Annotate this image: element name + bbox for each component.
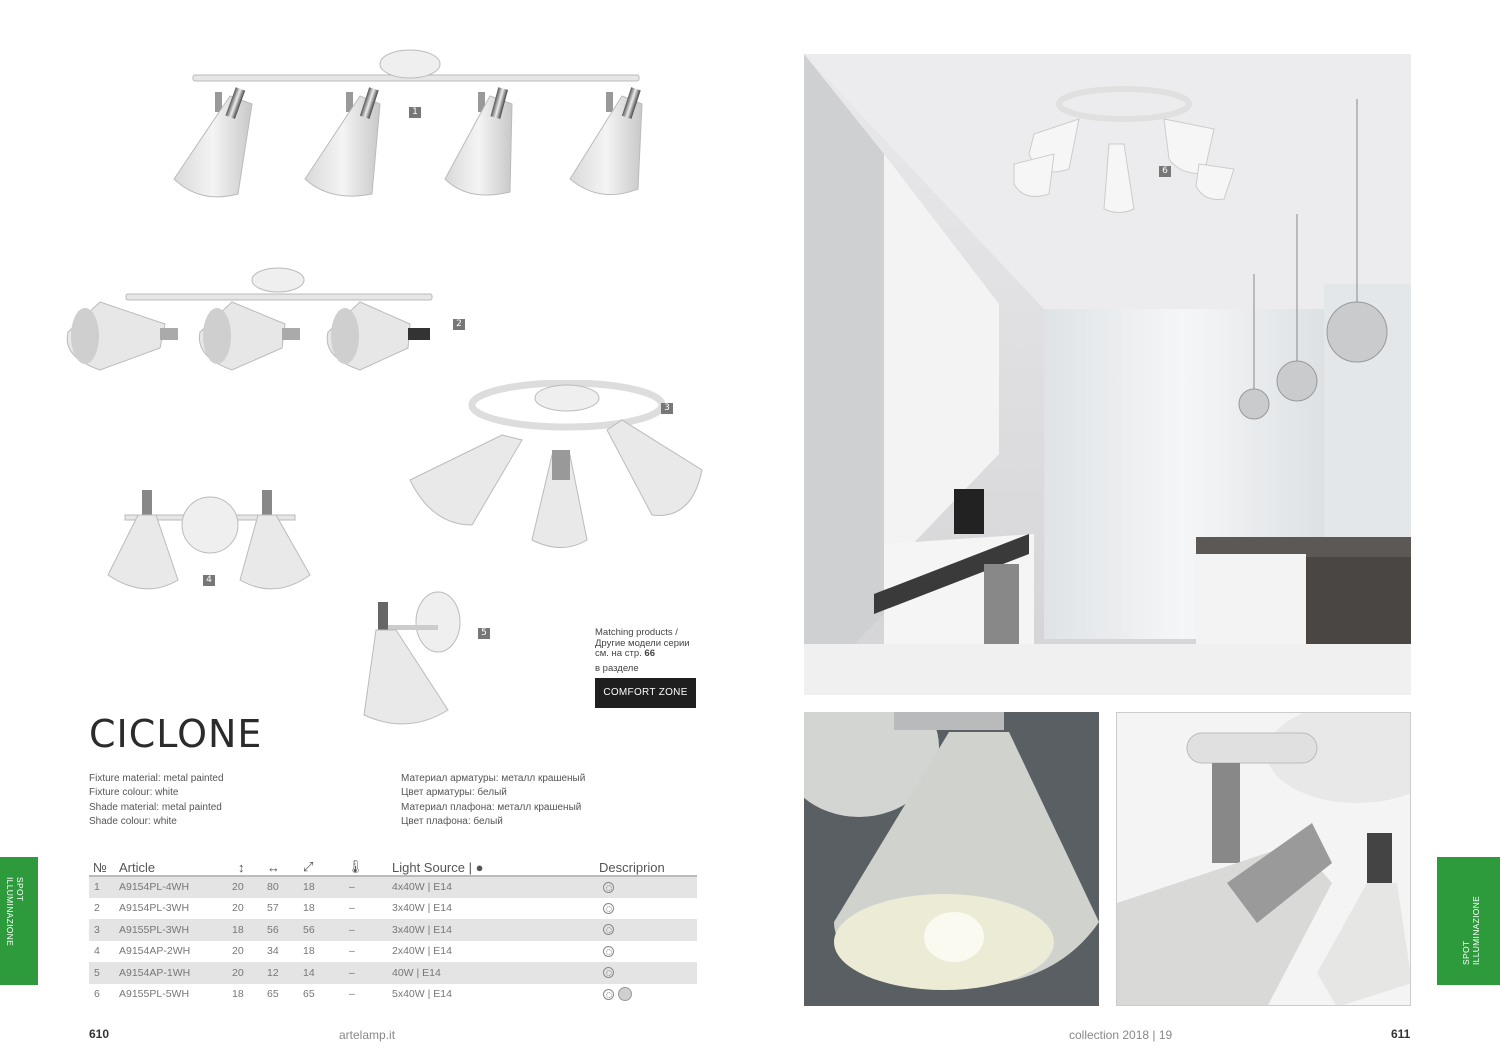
matching-line2: Другие модели серии (595, 637, 690, 649)
cell-width: 57 (267, 902, 279, 915)
matching-line4: в разделе (595, 662, 639, 674)
cell-temp: – (349, 902, 355, 915)
cell-article: A9155PL-3WH (119, 919, 232, 941)
thermometer-icon: 🌡︎ (347, 859, 364, 874)
cell-description (599, 941, 697, 963)
cell-depth: 18 (303, 902, 315, 915)
cell-temp: – (339, 962, 392, 984)
product-table (89, 856, 697, 1005)
cell-height: 20 (232, 962, 267, 984)
cell-no: 6 (94, 988, 100, 1001)
side-tab-right-line1: SPOT (1461, 940, 1471, 965)
side-tab-right-line2: ILLUMINAZIONE (1471, 895, 1481, 965)
cell-temp: – (339, 919, 392, 941)
cell-temp: – (349, 988, 355, 1001)
cell-light-source: 3x40W | E14 (392, 919, 599, 941)
specs-english (89, 772, 224, 829)
header-no: № (93, 860, 107, 875)
collection-title: CICLONE (89, 712, 263, 756)
mount-closeup-photo (1116, 712, 1411, 1006)
cell-no: 2 (94, 902, 100, 915)
cell-depth: 18 (303, 876, 339, 898)
ceiling-mount-icon (603, 989, 614, 1000)
cell-no: 5 (89, 962, 119, 984)
matching-page-number: 66 (644, 648, 655, 659)
cell-description (599, 876, 697, 898)
spec-ru-1: Материал арматуры: металл крашеный (401, 773, 586, 784)
table-row (89, 876, 697, 898)
table-header-row (89, 856, 697, 876)
cell-height: 20 (232, 876, 267, 898)
height-arrow-icon: ↕ (238, 860, 245, 875)
comfort-zone-button[interactable]: COMFORT ZONE (595, 678, 696, 708)
matching-products-note (595, 628, 715, 674)
side-tab-right (1437, 857, 1500, 985)
cell-article: A9154AP-2WH (119, 945, 191, 958)
matching-line3 (595, 649, 715, 660)
product-5-image (358, 590, 468, 730)
spec-ru-4: Цвет плафона: белый (401, 815, 503, 827)
table-row (89, 898, 697, 920)
table-row (89, 962, 697, 984)
footer-collection: collection 2018 | 19 (1069, 1028, 1173, 1042)
left-page-number: 610 (89, 1027, 110, 1041)
ceiling-mount-icon (603, 903, 614, 914)
cell-description (599, 984, 697, 1006)
cell-light-source: 4x40W | E14 (392, 876, 599, 898)
cell-width: 65 (267, 988, 279, 1001)
side-tab-left (0, 857, 38, 985)
ceiling-mount-icon (603, 924, 614, 935)
cell-no: 4 (94, 945, 100, 958)
cell-height: 20 (232, 945, 244, 958)
product-number-3: 3 (661, 403, 673, 414)
product-number-1: 1 (409, 107, 421, 118)
table-row (89, 919, 697, 941)
dimmable-icon (618, 987, 632, 1001)
wall-mount-icon (603, 946, 614, 957)
product-1-image (160, 44, 650, 204)
cell-height: 18 (232, 988, 244, 1001)
cell-light-source: 3x40W | E14 (392, 902, 452, 915)
cell-depth: 18 (303, 945, 315, 958)
shade-closeup-photo (804, 712, 1099, 1006)
table-row (89, 941, 697, 963)
cell-light-source: 40W | E14 (392, 962, 599, 984)
cell-depth: 14 (303, 962, 339, 984)
spec-en-1: Fixture material: metal painted (89, 773, 224, 784)
cell-light-source: 5x40W | E14 (392, 988, 452, 1001)
cell-no: 3 (89, 919, 119, 941)
cell-article: A9154PL-3WH (119, 902, 190, 915)
cell-height: 20 (232, 902, 244, 915)
cell-article: A9154PL-4WH (119, 876, 232, 898)
product-2-image (60, 262, 440, 377)
product-number-4: 4 (203, 575, 215, 586)
kitchen-photo (804, 54, 1411, 695)
cell-article: A9154AP-1WH (119, 962, 232, 984)
header-description: Descriprion (599, 860, 665, 875)
cell-width: 80 (267, 876, 303, 898)
side-tab-left-line1: SPOT (15, 877, 25, 902)
product-number-6: 6 (1159, 166, 1171, 177)
table-row (89, 984, 697, 1006)
specs-russian (401, 772, 585, 829)
cell-no: 1 (89, 876, 119, 898)
side-tab-left-line2: ILLUMINAZIONE (5, 877, 15, 947)
ceiling-mount-icon (603, 882, 614, 893)
product-number-5: 5 (478, 628, 490, 639)
cell-depth: 56 (303, 919, 339, 941)
cell-width: 34 (267, 945, 279, 958)
matching-page-prefix: см. на стр. (595, 648, 642, 659)
cell-description (599, 898, 697, 920)
spec-ru-2: Цвет арматуры: белый (401, 787, 507, 799)
width-arrow-icon: ↔ (267, 860, 280, 875)
cell-description (599, 962, 697, 984)
cell-temp: – (339, 876, 392, 898)
spec-en-2: Fixture colour: white (89, 787, 179, 799)
header-article: Article (119, 860, 156, 875)
cell-article: A9155PL-5WH (119, 988, 190, 1001)
cell-height: 18 (232, 919, 267, 941)
diagonal-arrow-icon: ⤢ (303, 859, 314, 874)
bulb-icon: ● (475, 860, 484, 875)
cell-temp: – (349, 945, 355, 958)
footer-site: artelamp.it (339, 1028, 396, 1042)
right-page-number: 611 (1391, 1027, 1411, 1041)
cell-width: 56 (267, 919, 303, 941)
header-light-source (392, 856, 599, 876)
spec-en-4: Shade colour: white (89, 815, 177, 827)
cell-width: 12 (267, 962, 303, 984)
cell-depth: 65 (303, 988, 315, 1001)
spec-ru-3: Материал плафона: металл крашеный (401, 801, 582, 813)
cell-description (599, 919, 697, 941)
cell-light-source: 2x40W | E14 (392, 945, 452, 958)
wall-mount-icon (603, 967, 614, 978)
spec-en-3: Shade material: metal painted (89, 801, 222, 813)
header-light-source-label: Light Source | (392, 860, 472, 875)
product-number-2: 2 (453, 319, 465, 330)
matching-line1: Matching products / (595, 627, 678, 638)
